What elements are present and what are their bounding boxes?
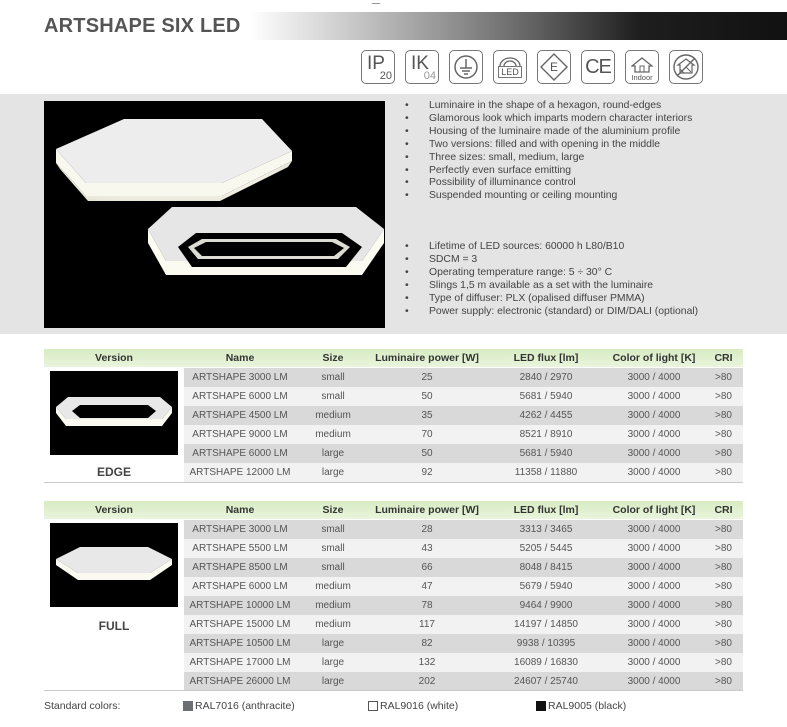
col-power: Luminaire power [W] xyxy=(375,504,479,516)
table-row xyxy=(184,463,743,482)
feature-item: • Suspended mounting or ceiling mounting xyxy=(405,190,785,203)
cell-name: ARTSHAPE 9000 LM xyxy=(192,429,288,440)
product-photo xyxy=(44,101,385,328)
table-row xyxy=(184,539,743,558)
cell-flux: 4262 / 4455 xyxy=(519,410,573,421)
cell-size: large xyxy=(321,467,345,478)
edge-thumbnail xyxy=(50,371,178,455)
cell-flux: 3313 / 3465 xyxy=(519,524,573,535)
ce-mark-icon-text: CE xyxy=(585,55,611,78)
cell-size: medium xyxy=(315,581,351,592)
col-flux: LED flux [lm] xyxy=(513,504,579,516)
cell-power: 43 xyxy=(421,543,433,554)
cell-flux: 8521 / 8910 xyxy=(519,429,573,440)
table-row xyxy=(184,672,743,691)
spec-item: • SDCM = 3 xyxy=(405,254,785,267)
edge-table xyxy=(44,349,743,483)
cell-size: large xyxy=(321,448,345,459)
cell-size: medium xyxy=(315,619,351,630)
cell-power: 82 xyxy=(421,638,433,649)
cell-name: ARTSHAPE 12000 LM xyxy=(189,467,291,478)
cell-power: 28 xyxy=(421,524,433,535)
cell-power: 78 xyxy=(421,600,433,611)
feature-item: • Perfectly even surface emitting xyxy=(405,165,785,178)
color-swatch-black xyxy=(536,701,546,711)
cell-flux: 11358 / 11880 xyxy=(514,467,578,478)
table-row xyxy=(184,596,743,615)
col-flux: LED flux [lm] xyxy=(513,352,579,364)
cell-name: ARTSHAPE 3000 LM xyxy=(192,372,288,383)
indoor-icon-text: Indoor xyxy=(631,73,653,82)
e-class-icon xyxy=(537,50,571,84)
cell-color: 3000 / 4000 xyxy=(627,372,681,383)
cell-flux: 5679 / 5940 xyxy=(519,581,573,592)
cell-size: small xyxy=(321,524,345,535)
standard-colors xyxy=(44,700,744,714)
cell-color: 3000 / 4000 xyxy=(627,524,681,535)
cell-cri: >80 xyxy=(715,657,732,668)
cell-name: ARTSHAPE 15000 LM xyxy=(189,619,291,630)
col-cri: CRI xyxy=(714,504,733,516)
cell-size: small xyxy=(321,372,345,383)
col-power: Luminaire power [W] xyxy=(375,352,479,364)
cell-flux: 5681 / 5940 xyxy=(519,448,573,459)
cell-cri: >80 xyxy=(715,429,732,440)
cell-name: ARTSHAPE 5500 LM xyxy=(192,543,288,554)
table-row xyxy=(184,558,743,577)
feature-item: • Two versions: filled and with opening in the middle xyxy=(405,139,785,152)
cell-power: 47 xyxy=(421,581,433,592)
spec-list xyxy=(405,241,785,318)
feature-item: • Possibility of illuminance control xyxy=(405,177,785,190)
color-label-white: RAL9016 (white) xyxy=(380,700,459,712)
full-thumbnail xyxy=(50,523,178,607)
col-version: Version xyxy=(95,504,133,516)
table-row xyxy=(184,425,743,444)
feature-list xyxy=(405,100,785,203)
cell-name: ARTSHAPE 6000 LM xyxy=(192,581,288,592)
cell-color: 3000 / 4000 xyxy=(627,391,681,402)
cell-power: 35 xyxy=(421,410,433,421)
edge-version-label: EDGE xyxy=(96,465,131,479)
feature-item: • Luminaire in the shape of a hexagon, round-edges xyxy=(405,100,785,113)
ik04-icon-text: IK xyxy=(411,53,429,74)
cell-cri: >80 xyxy=(715,372,732,383)
cell-power: 66 xyxy=(421,562,433,573)
cell-size: medium xyxy=(315,410,351,421)
cell-color: 3000 / 4000 xyxy=(627,429,681,440)
full-table xyxy=(44,501,743,691)
cell-color: 3000 / 4000 xyxy=(627,600,681,611)
full-table-header xyxy=(44,501,743,519)
cell-flux: 9938 / 10395 xyxy=(516,638,576,649)
cell-name: ARTSHAPE 6000 LM xyxy=(192,448,288,459)
feature-item: • Housing of the luminaire made of the aluminium profile xyxy=(405,126,785,139)
cell-size: small xyxy=(321,543,345,554)
cell-size: small xyxy=(321,562,345,573)
cell-power: 92 xyxy=(421,467,433,478)
feature-item: • Glamorous look which imparts modern character interiors xyxy=(405,113,785,126)
cell-size: large xyxy=(321,676,345,687)
table-row xyxy=(184,520,743,539)
col-size: Size xyxy=(322,504,344,516)
cell-flux: 2840 / 2970 xyxy=(519,372,573,383)
cell-name: ARTSHAPE 10000 LM xyxy=(189,600,291,611)
col-version: Version xyxy=(95,352,133,364)
color-swatch-anthracite xyxy=(183,701,193,711)
cell-name: ARTSHAPE 3000 LM xyxy=(192,524,288,535)
col-color: Color of light [K] xyxy=(612,352,696,364)
cell-power: 202 xyxy=(418,676,436,687)
spec-item: • Type of diffuser: PLX (opalised diffuser PMMA) xyxy=(405,293,785,306)
cell-flux: 9464 / 9900 xyxy=(519,600,573,611)
col-color: Color of light [K] xyxy=(612,504,696,516)
table-row xyxy=(184,368,743,387)
spec-item: • Lifetime of LED sources: 60000 h L80/B10 xyxy=(405,241,785,254)
cell-power: 132 xyxy=(418,657,436,668)
cell-color: 3000 / 4000 xyxy=(627,619,681,630)
cell-size: medium xyxy=(315,429,351,440)
top-mark xyxy=(372,0,380,4)
cell-cri: >80 xyxy=(715,448,732,459)
cell-cri: >80 xyxy=(715,562,732,573)
ip20-icon xyxy=(361,50,395,84)
col-name: Name xyxy=(225,352,255,364)
cell-flux: 5681 / 5940 xyxy=(519,391,573,402)
cell-flux: 8048 / 8415 xyxy=(519,562,573,573)
cell-cri: >80 xyxy=(715,600,732,611)
cell-name: ARTSHAPE 26000 LM xyxy=(189,676,291,687)
cell-name: ARTSHAPE 8500 LM xyxy=(192,562,288,573)
cell-color: 3000 / 4000 xyxy=(627,467,681,478)
cell-cri: >80 xyxy=(715,638,732,649)
full-table-bottom-rule xyxy=(44,690,743,691)
cell-power: 50 xyxy=(421,448,433,459)
cell-cri: >80 xyxy=(715,467,732,478)
led-icon-text: LED xyxy=(498,66,522,78)
color-label-black: RAL9005 (black) xyxy=(548,700,627,712)
ce-mark-icon xyxy=(581,50,615,84)
standard-colors-label: Standard colors: xyxy=(44,700,121,712)
certification-icons xyxy=(361,50,703,86)
table-row xyxy=(184,634,743,653)
indoor-icon xyxy=(625,50,659,84)
col-cri: CRI xyxy=(714,352,733,364)
ip20-icon-text: IP xyxy=(367,53,385,74)
table-row xyxy=(184,406,743,425)
cell-cri: >80 xyxy=(715,410,732,421)
col-name: Name xyxy=(225,504,255,516)
spec-item: • Operating temperature range: 5 ÷ 30° C xyxy=(405,267,785,280)
full-version-label: FULL xyxy=(98,619,130,633)
edge-table-bottom-rule xyxy=(44,482,743,483)
no-flammable-surface-icon xyxy=(669,50,703,84)
cell-cri: >80 xyxy=(715,676,732,687)
cell-name: ARTSHAPE 17000 LM xyxy=(189,657,291,668)
cell-color: 3000 / 4000 xyxy=(627,638,681,649)
edge-table-header xyxy=(44,349,743,367)
spec-item: • Slings 1,5 m available as a set with the luminaire xyxy=(405,280,785,293)
color-swatch-white xyxy=(368,701,378,711)
full-rows xyxy=(184,520,743,691)
cell-color: 3000 / 4000 xyxy=(627,410,681,421)
cell-flux: 14197 / 14850 xyxy=(514,619,578,630)
edge-rows xyxy=(184,368,743,482)
cell-cri: >80 xyxy=(715,581,732,592)
cell-name: ARTSHAPE 4500 LM xyxy=(192,410,288,421)
table-row xyxy=(184,387,743,406)
spec-item: • Power supply: electronic (standard) or DIM/DALI (optional) xyxy=(405,306,785,319)
cell-size: large xyxy=(321,638,345,649)
cell-power: 25 xyxy=(421,372,433,383)
table-row xyxy=(184,577,743,596)
cell-color: 3000 / 4000 xyxy=(627,562,681,573)
table-row xyxy=(184,653,743,672)
col-size: Size xyxy=(322,352,344,364)
cell-name: ARTSHAPE 10500 LM xyxy=(189,638,291,649)
cell-power: 50 xyxy=(421,391,433,402)
ik04-icon-sub: 04 xyxy=(423,70,436,82)
cell-cri: >80 xyxy=(715,524,732,535)
cell-power: 117 xyxy=(419,619,435,630)
cell-cri: >80 xyxy=(715,391,732,402)
cell-size: large xyxy=(321,657,345,668)
feature-item: • Three sizes: small, medium, large xyxy=(405,152,785,165)
cell-size: medium xyxy=(315,600,351,611)
cell-cri: >80 xyxy=(715,619,732,630)
cell-name: ARTSHAPE 6000 LM xyxy=(192,391,288,402)
page-title: ARTSHAPE SIX LED xyxy=(44,15,241,37)
cell-color: 3000 / 4000 xyxy=(627,448,681,459)
table-row xyxy=(184,615,743,634)
ik04-icon xyxy=(405,50,439,84)
cell-power: 70 xyxy=(421,429,433,440)
cell-color: 3000 / 4000 xyxy=(627,581,681,592)
led-icon xyxy=(493,50,527,84)
cell-color: 3000 / 4000 xyxy=(627,676,681,687)
cell-color: 3000 / 4000 xyxy=(627,543,681,554)
cell-flux: 16089 / 16830 xyxy=(514,657,578,668)
e-class-icon-text: E xyxy=(549,60,558,74)
cell-flux: 24607 / 25740 xyxy=(514,676,578,687)
cell-color: 3000 / 4000 xyxy=(627,657,681,668)
ip20-icon-sub: 20 xyxy=(379,70,392,82)
cell-cri: >80 xyxy=(715,543,732,554)
cell-size: small xyxy=(321,391,345,402)
table-row xyxy=(184,444,743,463)
earth-ground-icon xyxy=(449,50,483,84)
color-label-anthracite: RAL7016 (anthracite) xyxy=(195,700,295,712)
cell-flux: 5205 / 5445 xyxy=(519,543,573,554)
